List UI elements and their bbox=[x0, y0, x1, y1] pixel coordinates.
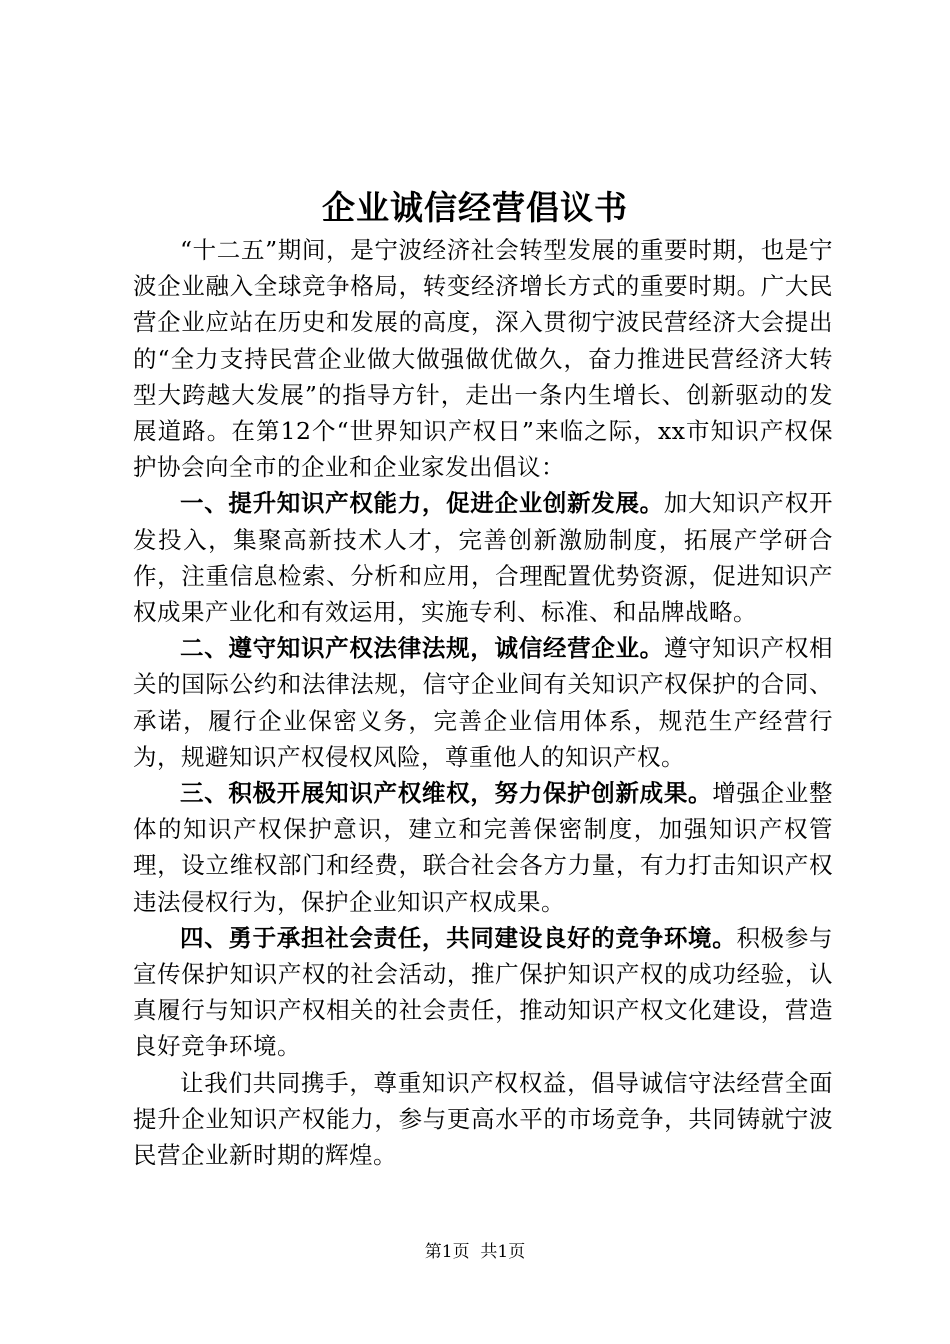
document-body bbox=[133, 232, 833, 1173]
section-paragraph-3 bbox=[133, 775, 833, 920]
section-text: 积极参与宣传保护知识产权的社会活动，推广保护知识产权的成功经验，认真履行与知识产权相关的社会责任，推动知识产权文化建设，营造良好竞争环境。 bbox=[133, 923, 834, 1061]
section-paragraph-4 bbox=[133, 920, 833, 1065]
section-paragraph-2 bbox=[133, 630, 833, 775]
section-text: 遵守知识产权相关的国际公约和法律法规，信守企业间有关知识产权保护的合同、承诺，履行企业保密义务，完善企业信用体系，规范生产经营行为，规避知识产权侵权风险，尊重他人的知识产权。 bbox=[133, 634, 834, 771]
section-paragraph-1 bbox=[133, 485, 833, 630]
document-title: 企业诚信经营倡议书 bbox=[322, 188, 628, 227]
section-heading: 三、积极开展知识产权维权，努力保护创新成果。 bbox=[180, 779, 713, 808]
intro-paragraph: “十二五”期间，是宁波经济社会转型发展的重要时期，也是宁波企业融入全球竞争格局，转变经济增长方式的重要时期。广大民营企业应站在历史和发展的高度，深入贯彻宁波民营经济大会提出的“全力支持民营企业做大做强做优做久，奋力推进民营经济大转型大跨越大发展”的指导方针，走出一条内生增长、创新驱动的发展道路。在第12个“世界知识产权日”来临之际，xx市知识产权保护协会向全市的企业和企业家发出倡议： bbox=[133, 236, 833, 482]
section-heading: 一、提升知识产权能力，促进企业创新发展。 bbox=[180, 489, 664, 518]
section-heading: 二、遵守知识产权法律法规，诚信经营企业。 bbox=[180, 634, 664, 663]
section-heading: 四、勇于承担社会责任，共同建设良好的竞争环境。 bbox=[180, 923, 737, 952]
section-text: 增强企业整体的知识产权保护意识，建立和完善保密制度，加强知识产权管理，设立维权部门和经费，联合社会各方力量，有力打击知识产权违法侵权行为，保护企业知识产权成果。 bbox=[133, 779, 834, 916]
page-footer: 第1页 共1页 bbox=[424, 1242, 526, 1262]
closing-paragraph: 让我们共同携手，尊重知识产权权益，倡导诚信守法经营全面提升企业知识产权能力，参与更高水平的市场竞争，共同铸就宁波民营企业新时期的辉煌。 bbox=[133, 1068, 833, 1170]
section-text: 加大知识产权开发投入，集聚高新技术人才，完善创新激励制度，拓展产学研合作，注重信息检索、分析和应用，合理配置优势资源，促进知识产权成果产业化和有效运用，实施专利、标准、和品牌战略。 bbox=[133, 489, 834, 627]
